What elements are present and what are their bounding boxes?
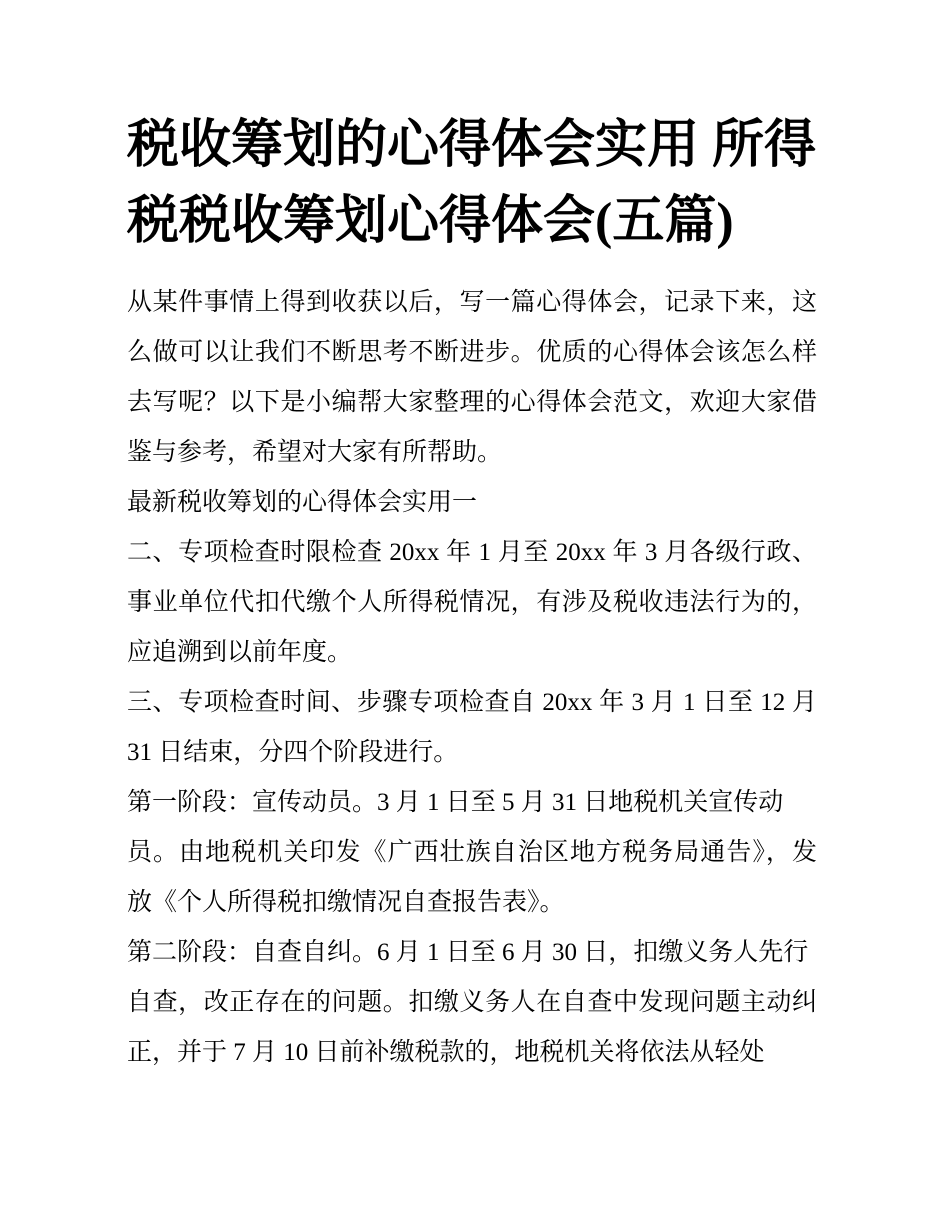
body-line: 三、专项检查时间、步骤专项检查自 20xx 年 3 月 1 日至 12 月 [127,689,817,716]
title-line: 税收筹划的心得体会实用 所得 [127,117,817,174]
body-line: 么做可以让我们不断思考不断进步。优质的心得体会该怎么样 [127,339,817,366]
body-line: 应追溯到以前年度。 [127,639,353,666]
body-line: 从某件事情上得到收获以后，写一篇心得体会，记录下来，这 [127,289,817,316]
body-line: 自查，改正存在的问题。扣缴义务人在自查中发现问题主动纠 [127,989,817,1016]
page-title [127,108,817,260]
body-line: 事业单位代扣代缴个人所得税情况，有涉及税收违法行为的， [127,589,817,616]
body-line: 正，并于 7 月 10 日前补缴税款的，地税机关将依法从轻处 [127,1039,765,1066]
body-line: 放《个人所得税扣缴情况自查报告表》。 [127,889,565,916]
body-line: 二、专项检查时限检查 20xx 年 1 月至 20xx 年 3 月各级行政、 [127,539,817,566]
body-line: 去写呢？以下是小编帮大家整理的心得体会范文，欢迎大家借 [127,389,817,416]
body-line: 第二阶段：自查自纠。6 月 1 日至 6 月 30 日，扣缴义务人先行 [127,939,809,966]
title-line: 税税收筹划心得体会(五篇) [127,193,734,250]
body-line: 第一阶段：宣传动员。3 月 1 日至 5 月 31 日地税机关宣传动 [127,789,784,816]
document-body [127,278,817,1078]
body-line: 31 日结束，分四个阶段进行。 [127,739,459,766]
body-line: 鉴与参考，希望对大家有所帮助。 [127,439,503,466]
body-line: 员。由地税机关印发《广西壮族自治区地方税务局通告》，发 [127,839,817,866]
document-content [127,108,817,1078]
body-line: 最新税收筹划的心得体会实用一 [127,489,478,516]
